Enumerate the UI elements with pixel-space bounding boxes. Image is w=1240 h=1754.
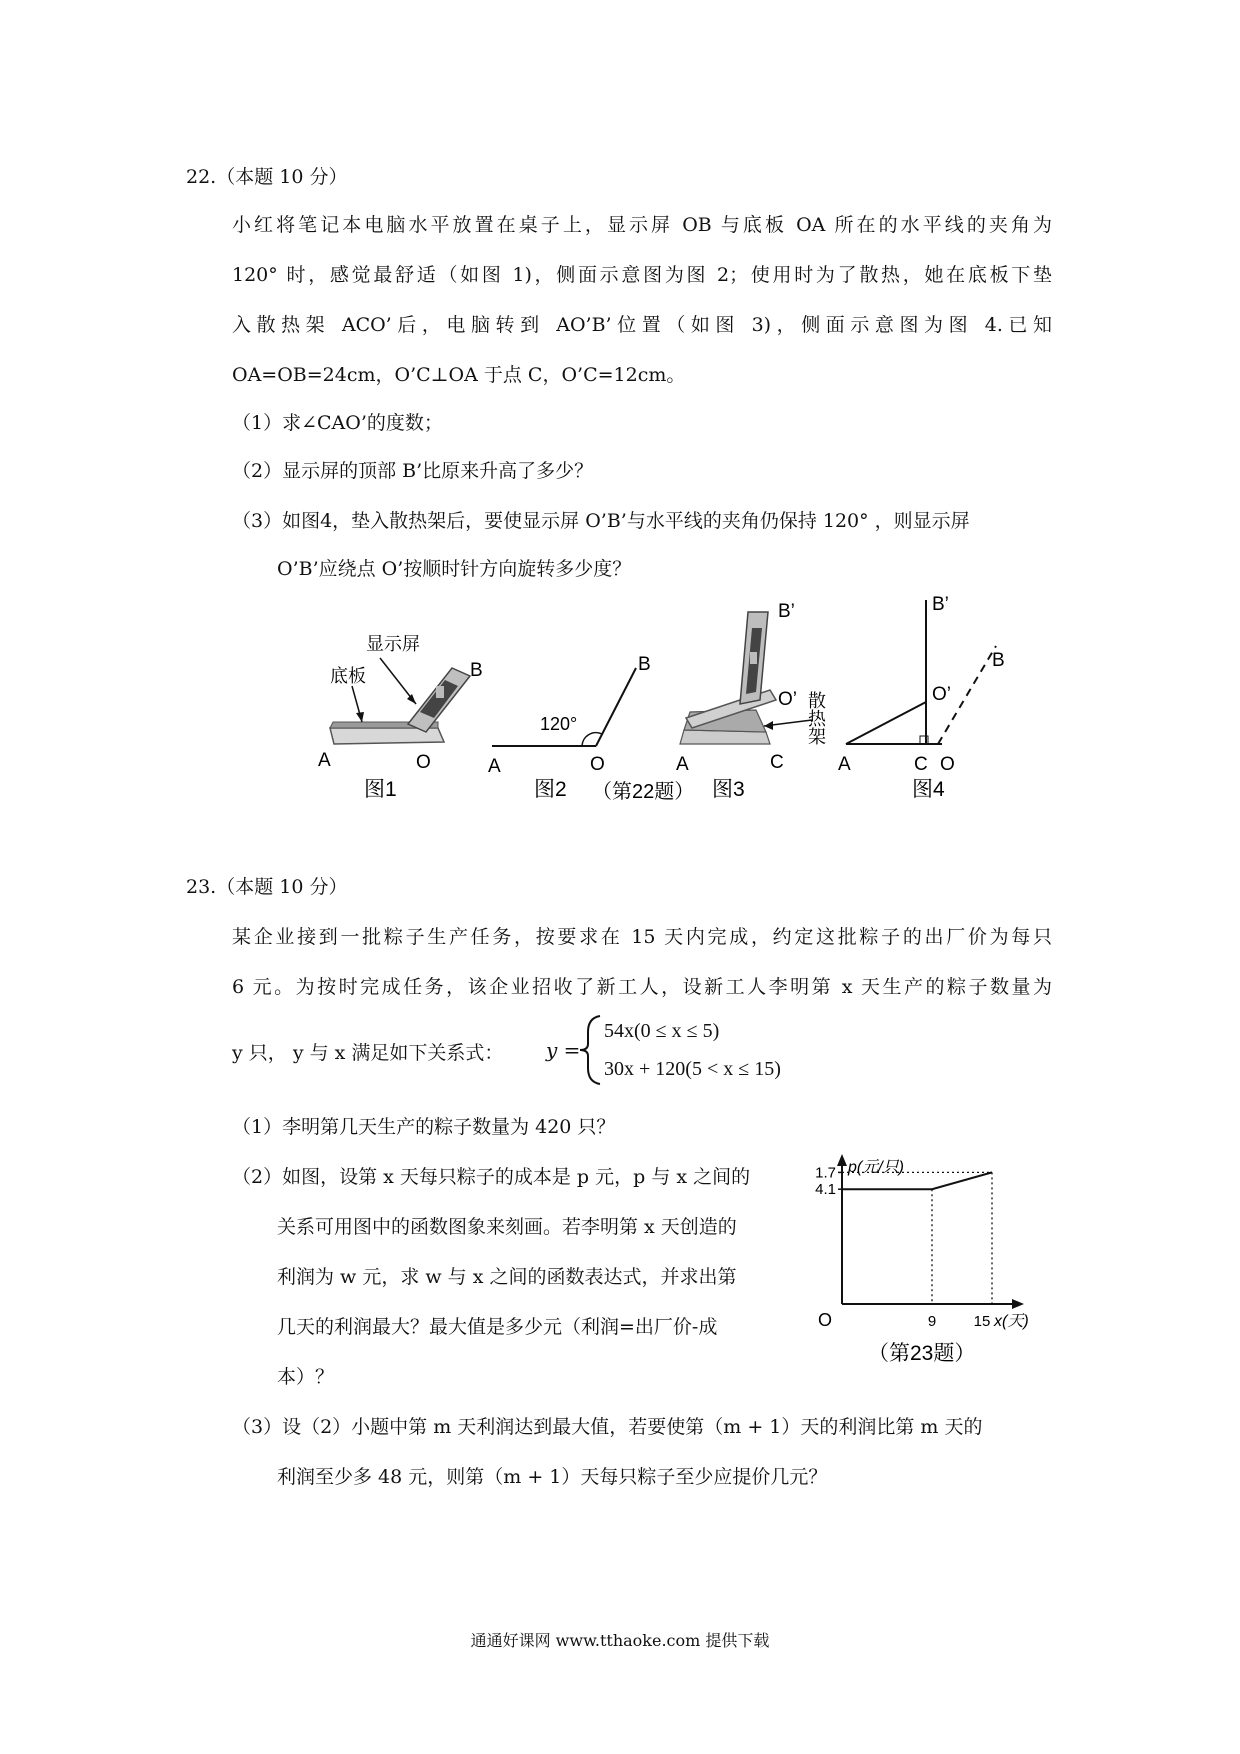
label-O-fig4: O — [940, 754, 955, 775]
label-stand-3: 架 — [808, 727, 826, 747]
q23-sub-3-line-2: 利润至少多 48 元，则第（m + 1）天每只粽子至少应提价几元？ — [277, 1466, 828, 1488]
caption-fig2: 图2 — [534, 778, 567, 801]
q23-sub-1: （1）李明第几天生产的粽子数量为 420 只？ — [232, 1116, 616, 1138]
label-B-fig1: B — [470, 660, 483, 681]
label-O-fig1: O — [416, 752, 431, 773]
q22-text-line-3: 入散热架 ACO’后，电脑转到 AO’B’位置（如图 3)，侧面示意图为图 4.已知 — [232, 314, 1052, 336]
label-C-fig4: C — [914, 754, 928, 775]
q23-header: 23.（本题 10 分） — [186, 876, 348, 898]
label-Op-fig3: O’ — [778, 689, 797, 710]
label-A-fig2: A — [488, 756, 501, 777]
formula-lhs: y = — [546, 1038, 581, 1062]
q23-sub-3-line-1: （3）设（2）小题中第 m 天利润达到最大值，若要使第（m + 1）天的利润比第 m 天的 — [232, 1416, 983, 1438]
q23-sub-2-line-5: 本）？ — [277, 1366, 335, 1388]
formula-case-1: 54x(0 ≤ x ≤ 5) — [604, 1020, 720, 1042]
q23-chart-caption: （第23题） — [868, 1342, 976, 1365]
label-O-fig2: O — [590, 754, 605, 775]
label-Op-fig4: O’ — [932, 684, 951, 705]
q22-text-line-2: 120° 时，感觉最舒适（如图 1)，侧面示意图为图 2；使用时为了散热，她在底板下垫 — [232, 264, 1052, 286]
q22-sub-2: （2）显示屏的顶部 B’比原来升高了多少？ — [232, 460, 594, 482]
q23-sub-2-line-4: 几天的利润最大？最大值是多少元（利润=出厂价-成 — [277, 1316, 718, 1338]
x-axis-label: x(天) — [994, 1313, 1029, 1330]
label-Bp-fig4: B’ — [932, 594, 949, 615]
label-C-fig3: C — [770, 752, 784, 773]
x-axis-arrow — [1012, 1299, 1024, 1309]
caption-fig3: 图3 — [712, 778, 745, 801]
q22-text-line-4: OA=OB=24cm，O’C⊥OA 于点 C，O’C=12cm。 — [232, 364, 686, 386]
label-A-fig4: A — [838, 754, 851, 775]
label-A-fig3: A — [676, 754, 689, 775]
label-stand-1: 散 — [808, 691, 826, 711]
label-A-fig1: A — [318, 750, 331, 771]
y-axis-arrow — [837, 1154, 847, 1166]
label-screen: 显示屏 — [366, 634, 420, 654]
q22-sub-1: （1）求∠CAO’的度数； — [232, 412, 443, 434]
label-B-fig4: B — [992, 650, 1005, 671]
q23-text-line-2: 6 元。为按时完成任务，该企业招收了新工人，设新工人李明第 x 天生产的粽子数量为 — [232, 976, 1052, 998]
page-footer: 通通好课网 www.tthaoke.com 提供下载 — [470, 1631, 770, 1650]
q22-sub-3b: O’B’应绕点 O’按顺时针方向旋转多少度？ — [277, 558, 632, 580]
q22-header: 22.（本题 10 分） — [186, 166, 348, 188]
x-tick-9: 9 — [927, 1313, 937, 1330]
y-tick-4-1: 4.1 — [815, 1181, 836, 1199]
caption-fig4: 图4 — [912, 778, 945, 801]
label-base: 底板 — [330, 666, 366, 686]
angle-label-120: 120° — [540, 714, 578, 734]
q22-text-line-1: 小红将笔记本电脑水平放置在桌子上，显示屏 OB 与底板 OA 所在的水平线的夹角为 — [232, 214, 1052, 236]
x-tick-15: 15 — [973, 1313, 991, 1330]
q23-text-line-1: 某企业接到一批粽子生产任务，按要求在 15 天内完成，约定这批粽子的出厂价为每只 — [232, 926, 1052, 948]
y-tick-1-7: 1.7 — [815, 1164, 836, 1182]
label-B-fig2: B — [638, 654, 651, 675]
q23-sub-2-line-1: （2）如图，设第 x 天每只粽子的成本是 p 元，p 与 x 之间的 — [232, 1166, 751, 1188]
q23-text-line-3: y 只， y 与 x 满足如下关系式： — [232, 1042, 504, 1064]
q23-sub-2-line-2: 关系可用图中的函数图象来刻画。若李明第 x 天创造的 — [277, 1216, 737, 1238]
origin-label: O — [818, 1310, 833, 1330]
formula-case-2: 30x + 120(5 < x ≤ 15) — [604, 1058, 781, 1080]
q22-sub-3a: （3）如图4，垫入散热架后，要使显示屏 O’B’与水平线的夹角仍保持 120° ，则显示屏 — [232, 510, 970, 532]
q23-sub-2-line-3: 利润为 w 元，求 w 与 x 之间的函数表达式，并求出第 — [277, 1266, 737, 1288]
label-stand-2: 热 — [808, 709, 826, 729]
problem-22-caption: （第22题） — [592, 781, 695, 803]
label-Bp-fig3: B’ — [778, 601, 795, 622]
caption-fig1: 图1 — [364, 778, 397, 801]
y-axis-label: p(元/只) — [848, 1159, 905, 1176]
